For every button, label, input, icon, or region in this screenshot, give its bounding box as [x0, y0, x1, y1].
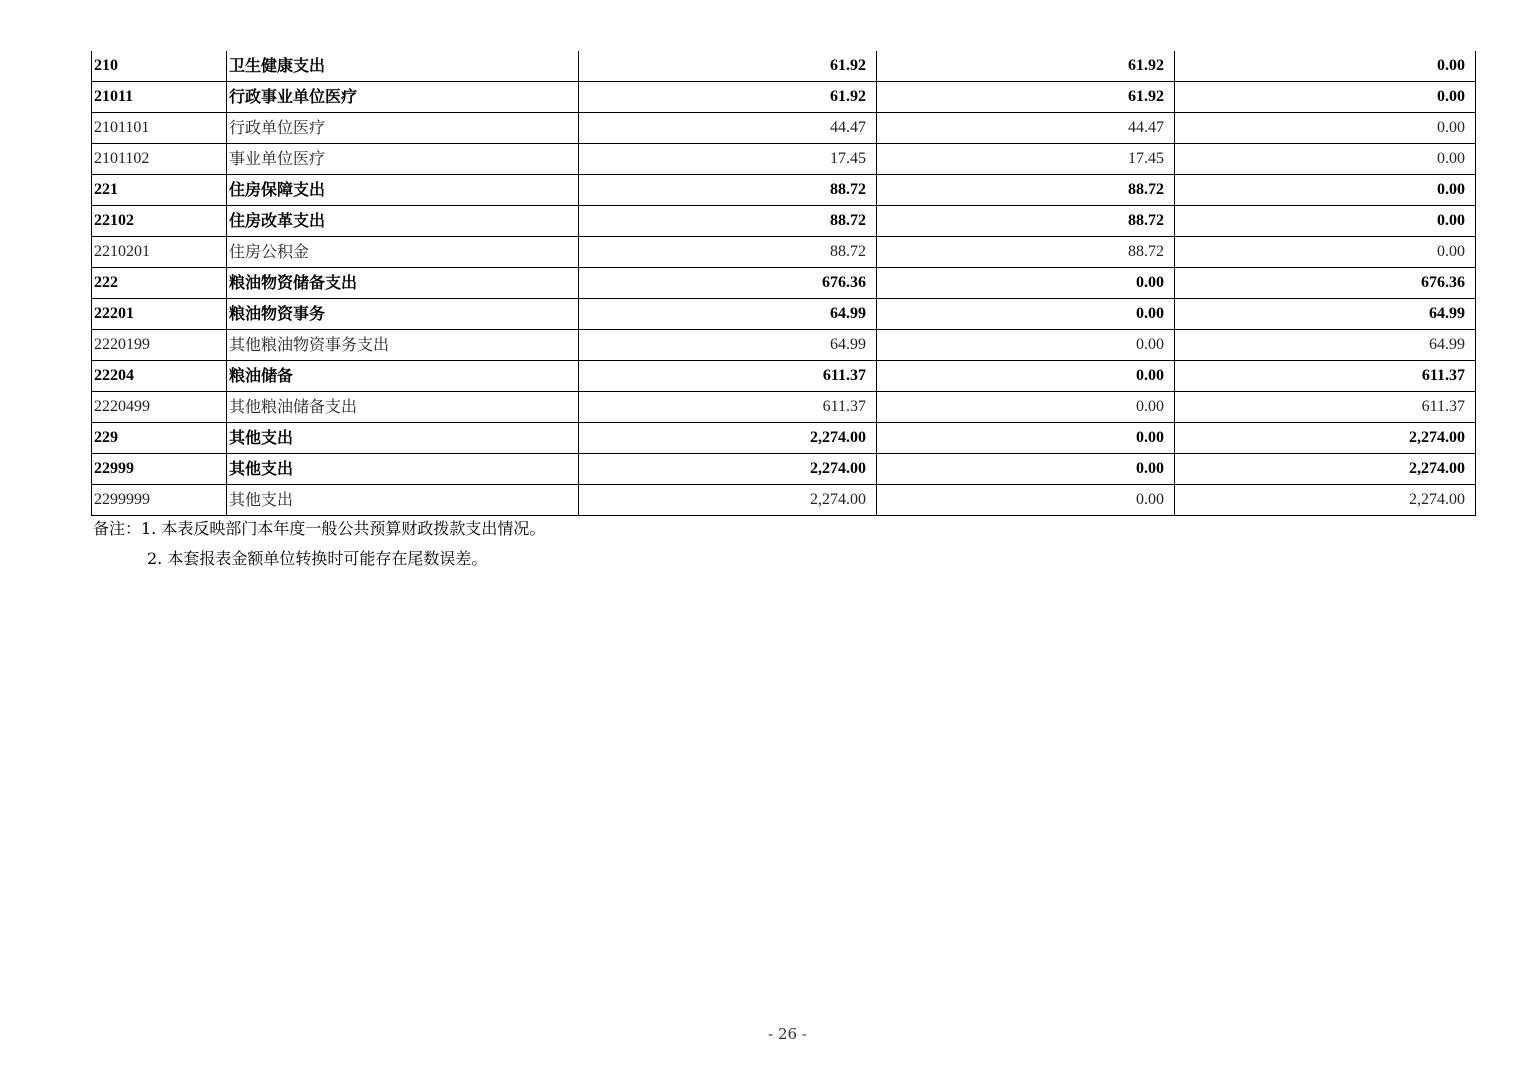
- total-amount-cell: 61.92: [579, 82, 877, 113]
- table-note-2: 2. 本套报表金额单位转换时可能存在尾数误差。: [147, 549, 488, 568]
- table-row: [92, 206, 1476, 237]
- subject-name-cell: 粮油物资事务: [227, 299, 579, 330]
- table-row: [92, 144, 1476, 175]
- table-row: [92, 268, 1476, 299]
- total-amount-cell: 17.45: [579, 144, 877, 175]
- total-amount-cell: 2,274.00: [579, 454, 877, 485]
- page-number: - 26 -: [768, 1025, 807, 1043]
- table-row: [92, 485, 1476, 516]
- subject-name-cell: 粮油储备: [227, 361, 579, 392]
- project-expenditure-cell: 0.00: [1175, 113, 1476, 144]
- total-amount-cell: 61.92: [579, 51, 877, 82]
- total-amount-cell: 676.36: [579, 268, 877, 299]
- subject-name-cell: 住房改革支出: [227, 206, 579, 237]
- basic-expenditure-cell: 88.72: [877, 175, 1175, 206]
- table-row: [92, 299, 1476, 330]
- basic-expenditure-cell: 61.92: [877, 51, 1175, 82]
- subject-code-cell: 2220199: [92, 330, 227, 361]
- subject-name-cell: 粮油物资储备支出: [227, 268, 579, 299]
- subject-code-cell: 221: [92, 175, 227, 206]
- subject-code-cell: 22204: [92, 361, 227, 392]
- project-expenditure-cell: 0.00: [1175, 144, 1476, 175]
- table-row: [92, 361, 1476, 392]
- project-expenditure-cell: 64.99: [1175, 330, 1476, 361]
- total-amount-cell: 611.37: [579, 361, 877, 392]
- table-row: [92, 237, 1476, 268]
- subject-code-cell: 222: [92, 268, 227, 299]
- project-expenditure-cell: 2,274.00: [1175, 485, 1476, 516]
- subject-code-cell: 21011: [92, 82, 227, 113]
- total-amount-cell: 88.72: [579, 237, 877, 268]
- basic-expenditure-cell: 61.92: [877, 82, 1175, 113]
- subject-code-cell: 2299999: [92, 485, 227, 516]
- table-row: [92, 392, 1476, 423]
- basic-expenditure-cell: 0.00: [877, 268, 1175, 299]
- total-amount-cell: 611.37: [579, 392, 877, 423]
- total-amount-cell: 2,274.00: [579, 423, 877, 454]
- subject-name-cell: 其他支出: [227, 454, 579, 485]
- subject-name-cell: 行政事业单位医疗: [227, 82, 579, 113]
- table-note-1: 备注：1. 本表反映部门本年度一般公共预算财政拨款支出情况。: [93, 519, 546, 538]
- total-amount-cell: 64.99: [579, 330, 877, 361]
- basic-expenditure-cell: 44.47: [877, 113, 1175, 144]
- subject-name-cell: 住房保障支出: [227, 175, 579, 206]
- project-expenditure-cell: 611.37: [1175, 361, 1476, 392]
- subject-name-cell: 住房公积金: [227, 237, 579, 268]
- table-row: [92, 51, 1476, 82]
- subject-code-cell: 2210201: [92, 237, 227, 268]
- basic-expenditure-cell: 0.00: [877, 485, 1175, 516]
- subject-name-cell: 事业单位医疗: [227, 144, 579, 175]
- expenditure-table-body: [92, 51, 1476, 516]
- subject-name-cell: 行政单位医疗: [227, 113, 579, 144]
- table-row: [92, 454, 1476, 485]
- table-row: [92, 330, 1476, 361]
- subject-name-cell: 其他支出: [227, 485, 579, 516]
- project-expenditure-cell: 0.00: [1175, 175, 1476, 206]
- project-expenditure-cell: 2,274.00: [1175, 454, 1476, 485]
- total-amount-cell: 2,274.00: [579, 485, 877, 516]
- expenditure-table: [91, 51, 1476, 516]
- subject-code-cell: 229: [92, 423, 227, 454]
- subject-code-cell: 2101102: [92, 144, 227, 175]
- subject-name-cell: 其他支出: [227, 423, 579, 454]
- total-amount-cell: 88.72: [579, 175, 877, 206]
- table-row: [92, 175, 1476, 206]
- table-row: [92, 113, 1476, 144]
- project-expenditure-cell: 611.37: [1175, 392, 1476, 423]
- subject-code-cell: 22999: [92, 454, 227, 485]
- total-amount-cell: 88.72: [579, 206, 877, 237]
- basic-expenditure-cell: 0.00: [877, 330, 1175, 361]
- basic-expenditure-cell: 88.72: [877, 206, 1175, 237]
- project-expenditure-cell: 0.00: [1175, 237, 1476, 268]
- total-amount-cell: 44.47: [579, 113, 877, 144]
- subject-code-cell: 22201: [92, 299, 227, 330]
- subject-name-cell: 其他粮油物资事务支出: [227, 330, 579, 361]
- total-amount-cell: 64.99: [579, 299, 877, 330]
- project-expenditure-cell: 2,274.00: [1175, 423, 1476, 454]
- subject-code-cell: 2101101: [92, 113, 227, 144]
- basic-expenditure-cell: 0.00: [877, 423, 1175, 454]
- table-row: [92, 423, 1476, 454]
- project-expenditure-cell: 0.00: [1175, 51, 1476, 82]
- basic-expenditure-cell: 0.00: [877, 454, 1175, 485]
- basic-expenditure-cell: 17.45: [877, 144, 1175, 175]
- table-row: [92, 82, 1476, 113]
- subject-name-cell: 其他粮油储备支出: [227, 392, 579, 423]
- subject-code-cell: 22102: [92, 206, 227, 237]
- basic-expenditure-cell: 0.00: [877, 392, 1175, 423]
- project-expenditure-cell: 676.36: [1175, 268, 1476, 299]
- basic-expenditure-cell: 0.00: [877, 361, 1175, 392]
- subject-code-cell: 210: [92, 51, 227, 82]
- subject-name-cell: 卫生健康支出: [227, 51, 579, 82]
- basic-expenditure-cell: 88.72: [877, 237, 1175, 268]
- basic-expenditure-cell: 0.00: [877, 299, 1175, 330]
- project-expenditure-cell: 0.00: [1175, 82, 1476, 113]
- subject-code-cell: 2220499: [92, 392, 227, 423]
- project-expenditure-cell: 0.00: [1175, 206, 1476, 237]
- project-expenditure-cell: 64.99: [1175, 299, 1476, 330]
